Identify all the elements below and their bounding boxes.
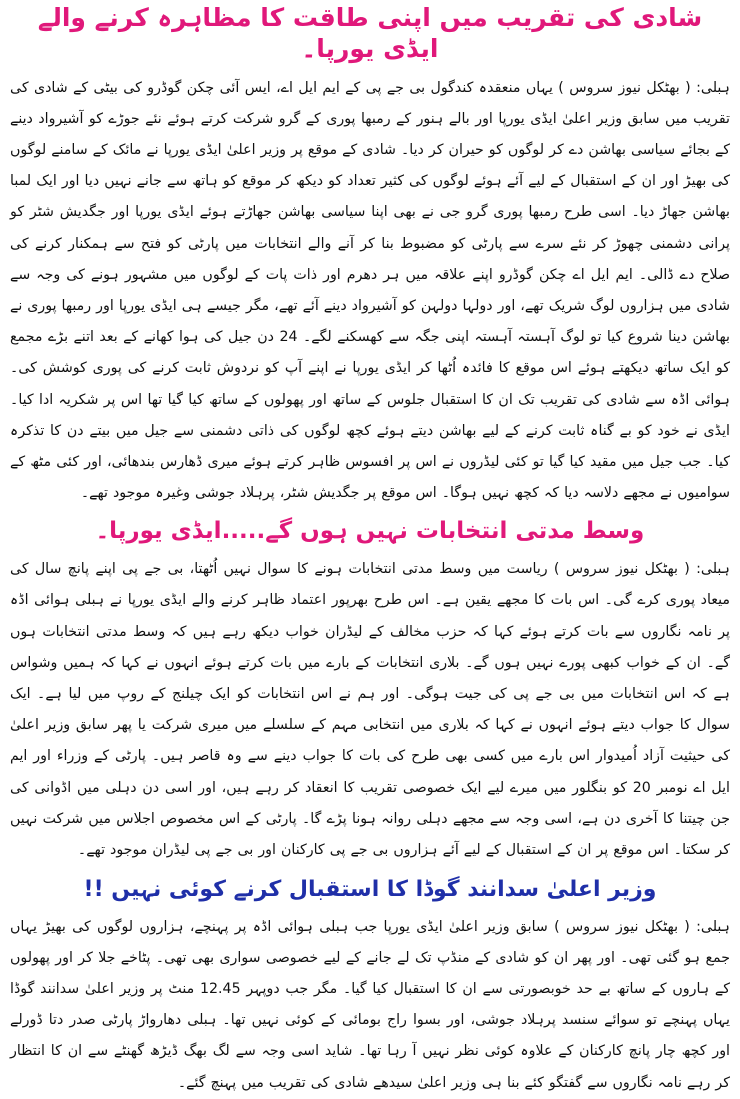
article-body: ہبلی: ( بھٹکل نیوز سروس ) سابق وزیر اعلیٰ ایڈی یورپا جب ہبلی ہوائی اڈہ پر پہنچے، ہزاروں لوگوں کی بھیڑ یہاں جمع ہو گئی تھی۔ اور پھر ان کو شادی کے منڈپ تک لے جانے کے لیے خصوصی سواری بھی تھی۔ پٹاخے جلا کر اور پھولوں کے ہاروں کے ساتھ بے حد خوبصورتی سے ان کا استقبال کیا گیا۔ مگر جب دوپہر 12.45 منٹ پر وزیر اعلیٰ سدانند گوڈا یہاں پہنچے تو سوائے سنسد پرہلاد جوشی، اور بسوا راج بومائی کے کوئی نہیں تھا۔ ہبلی دھارواڑ پارٹی صدر دتا ڈورلے اور کچھ چار پانچ کارکنان کے علاوہ کوئی نظر نہیں آ رہا تھا۔ شاید اسی وجہ سے لگ بھگ ڈیڑھ گھنٹے سے ان کا انتظار کر رہے نامہ نگاروں سے گفتگو کئے بنا ہی وزیر اعلیٰ سیدھے شادی کی تقریب میں پہنچ گئے۔ — [10, 918, 730, 1091]
article-no-midterm-elections — [10, 517, 730, 866]
article-wedding-show-of-strength — [10, 2, 730, 509]
article-body: ہبلی: ( بھٹکل نیوز سروس ) ریاست میں وسط مدتی انتخابات ہونے کا سوال نہیں اُٹھتا، بی جے پی اپنے پانچ سال کی میعاد پوری کرے گی۔ اس بات کا مجھے یقین ہے۔ اس طرح بھرپور اعتماد ظاہر کرنے والے ایڈی یورپا نے ہبلی ہوائی اڈہ پر نامہ نگاروں سے بات کرتے ہوئے کہا کہ حزب مخالف کے لیڈران خواب دیکھ رہے ہیں کہ وسط مدتی انتخابات ہوں گے۔ ان کے خواب کبھی پورے نہیں ہوں گے۔ بلاری انتخابات کے بارے میں بات کرتے ہوئے انہوں نے کہا کہ ہمیں وشواس ہے کہ اس انتخابات میں بی جے پی کی جیت ہوگی۔ اور ہم نے اس انتخابات کو ایک چیلنج کے روپ میں لیا ہے۔ ایک سوال کا جواب دیتے ہوئے انہوں نے کہا کہ بلاری میں انتخابی مہم کے سلسلے میں میری شرکت یا پھر سابق وزیر اعلیٰ کی حیثیت آزاد اُمیدوار اس بارے میں کسی بھی طرح کی بات کا جواب دینے سے وہ قاصر ہیں۔ پارٹی کے وزراء اور ایم ایل اے نومبر 20 کو بنگلور میں میرے لیے ایک خصوصی تقریب کا انعقاد کر رہے ہیں، اور اسی دن دہلی میں اڈوانی کی جن چیتنا کا آخری دن ہے، اسی وجہ سے مجھے دہلی روانہ ہونا پڑے گا۔ پارٹی کے اس مخصوص اجلاس میں شرکت نہیں کر سکتا۔ اس موقع پر ان کے استقبال کے لیے آئے ہزاروں بی جے پی کارکنان اور بی جے پی لیڈران موجود تھے۔ — [10, 561, 730, 858]
article-headline: وسط مدتی انتخابات نہیں ہوں گے.....ایڈی یورپا۔ — [95, 518, 645, 545]
article-cm-no-welcome — [10, 876, 730, 1099]
article-body: ہبلی: ( بھٹکل نیوز سروس ) یہاں منعقدہ کندگول بی جے پی کے ایم ایل اے، ایس آئی چکن گوڈرو کی بیٹی کے شادی کی تقریب میں سابق وزیر اعلیٰ ایڈی یورپا اور بالے ہنور کے رمبھا پوری کے گرو شرکت کرتے ہوئے نئے جوڑے کو آشیرواد دینے کے بجائے سیاسی بھاشن دے کر لوگوں کو حیران کر دیا۔ شادی کے موقع پر وزیر اعلیٰ ایڈی یورپا نے مائک کے سامنے لوگوں کی بھیڑ اور ان کے استقبال کے لیے آئے ہوئے لوگوں کی کثیر تعداد کو دیکھ کر موقع کو ہاتھ سے جانے نہیں دیا اور ایک لمبا بھاشن جھاڑ دیا۔ اسی طرح رمبھا پوری گرو جی نے بھی اپنا سیاسی بھاشن جھاڑتے ہوئے ایڈی یورپا اور جگدیش شٹر کو پرانی دشمنی چھوڑ کر نئے سرے سے پارٹی کو مضبوط بنا کر آنے والے انتخابات میں پارٹی کو فتح سے ہمکنار کرنے کی صلاح دے ڈالی۔ ایم ایل اے چکن گوڈرو اپنے علاقہ میں ہر دھرم اور ذات پات کے لوگوں میں مشہور ہونے کی وجہ سے شادی میں ہزاروں لوگ شریک تھے، اور دولہا دولہن کو آشیرواد دینے آئے تھے، مگر جیسے ہی ایڈی یورپا اور رمبھا پوری نے بھاشن دینا شروع کیا تو لوگ آہستہ آہستہ اپنی جگہ سے کھسکنے لگے۔ 24 دن جیل کی ہوا کھانے کے بعد اتنے بڑے مجمع کو ایک ساتھ دیکھتے ہوئے اس موقع کا فائدہ اُٹھا کر ایڈی یورپا نے اپنے آپ کو نردوش ثابت کرنے کی پوری کوشش کی۔ ہوائی اڈہ سے شادی کی تقریب تک ان کا استقبال جلوس کے ساتھ اور پھولوں کے ساتھ کیا گیا تھا اس پر شکریہ ادا کیا۔ ایڈی نے خود کو بے گناہ ثابت کرنے کے لیے بھاشن دیتے ہوئے کچھ لوگوں کی ذاتی دشمنی سے جیل میں بیتے دن کا تذکرہ کیا۔ جب جیل میں مقید کیا گیا تو کئی لیڈروں نے اس پر افسوس ظاہر کرتے ہوئے میری ڈھارس بندھائی، اور کئی مٹھ کے سوامیوں نے مجھے دلاسہ دیا کہ کچھ نہیں ہوگا۔ اس موقع پر جگدیش شٹر، پرہلاد جوشی وغیرہ موجود تھے۔ — [10, 79, 730, 502]
article-headline: وزیر اعلیٰ سدانند گوڈا کا استقبال کرنے کوئی نہیں !! — [83, 877, 657, 903]
article-headline: شادی کی تقریب میں اپنی طاقت کا مظاہرہ کرنے والے ایڈی یورپا۔ — [37, 3, 703, 64]
